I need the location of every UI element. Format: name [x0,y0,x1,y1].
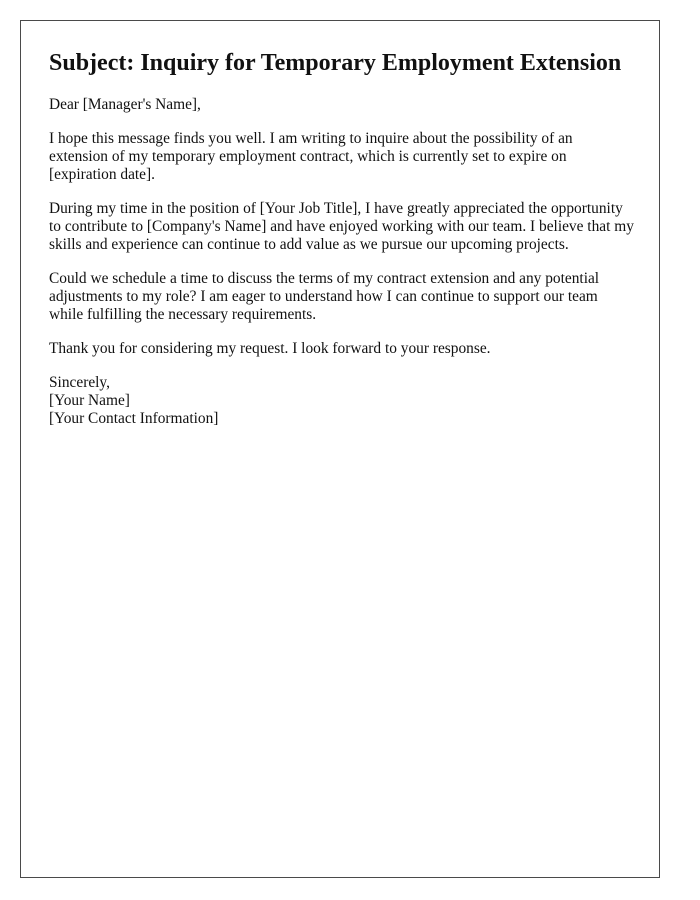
letter-salutation: Dear [Manager's Name], [49,96,201,113]
letter-paragraph-request: Could we schedule a time to discuss the terms of my contract extension and any potential adjustments to my role? I am eager to understand how I can continue to support our team while fulfilling the necessary requirements. [49,270,600,323]
letter-content [49,45,635,428]
signature-contact: [Your Contact Information] [49,410,219,427]
letter-closing: Sincerely, [49,374,110,391]
letter-paragraph-thanks: Thank you for considering my request. I look forward to your response. [49,340,491,357]
signature-name: [Your Name] [49,392,130,409]
letter-subject: Subject: Inquiry for Temporary Employment Extension [49,50,622,76]
letter-signature-block [49,374,635,428]
letter-paragraph-intro: I hope this message finds you well. I am writing to inquire about the possibility of an extension of my temporary employment contract, which is currently set to expire on [expiration date]. [49,130,573,183]
letter-paragraph-experience: During my time in the position of [Your Job Title], I have greatly appreciated the opportunity to contribute to [Company's Name] and have enjoyed working with our team. I believe that my skills and experience can continue to add value as we pursue our upcoming projects. [49,200,634,253]
letter-page [20,20,660,878]
